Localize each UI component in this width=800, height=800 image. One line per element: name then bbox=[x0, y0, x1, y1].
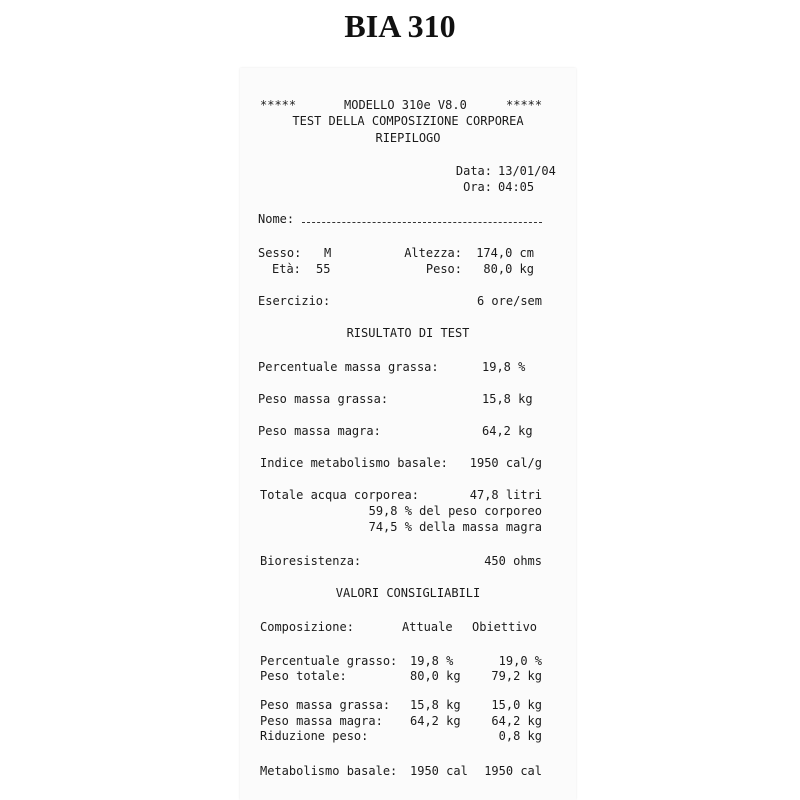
row-target: 0,8 kg bbox=[498, 729, 542, 743]
time-value: 04:05 bbox=[498, 180, 535, 194]
lean-mass-label: Peso massa magra: bbox=[258, 424, 381, 438]
height-value: 174,0 cm bbox=[476, 246, 534, 260]
actual-column-header: Attuale bbox=[402, 620, 453, 634]
date-value: 13/01/04 bbox=[498, 164, 556, 178]
fat-mass-label: Peso massa grassa: bbox=[258, 392, 389, 406]
header-test-title: TEST DELLA COMPOSIZIONE CORPOREA bbox=[292, 114, 524, 128]
water-value: 47,8 litri bbox=[469, 488, 542, 502]
water-percent-lean: 74,5 % della massa magra bbox=[368, 520, 542, 534]
sex-label: Sesso: bbox=[258, 246, 302, 260]
water-percent-body: 59,8 % del peso corporeo bbox=[368, 504, 542, 518]
row-label: Percentuale grasso: bbox=[260, 654, 398, 668]
printout-receipt bbox=[240, 68, 576, 800]
age-label: Età: bbox=[272, 262, 301, 276]
time-label: Ora: bbox=[463, 180, 492, 194]
height-label: Altezza: bbox=[404, 246, 462, 260]
name-blank-line bbox=[302, 222, 542, 223]
exercise-value: 6 ore/sem bbox=[476, 294, 542, 308]
fat-mass-value: 15,8 kg bbox=[482, 392, 533, 406]
header-summary: RIEPILOGO bbox=[375, 131, 441, 145]
row-actual: 64,2 kg bbox=[410, 714, 461, 728]
row-label: Peso massa grassa: bbox=[260, 698, 391, 712]
bmr-value: 1950 cal/g bbox=[469, 456, 542, 470]
lean-mass-value: 64,2 kg bbox=[482, 424, 533, 438]
page-title: BIA 310 bbox=[344, 8, 456, 44]
row-label: Riduzione peso: bbox=[260, 729, 369, 743]
row-target: 79,2 kg bbox=[491, 669, 542, 683]
row-target: 1950 cal bbox=[484, 764, 542, 778]
date-label: Data: bbox=[455, 164, 492, 178]
results-title: RISULTATO DI TEST bbox=[346, 326, 470, 340]
composition-header: Composizione: bbox=[260, 620, 354, 634]
weight-value: 80,0 kg bbox=[483, 262, 534, 276]
bioresistance-label: Bioresistenza: bbox=[260, 554, 362, 568]
fat-percent-label: Percentuale massa grassa: bbox=[258, 360, 439, 374]
row-actual: 1950 cal bbox=[410, 764, 468, 778]
row-target: 19,0 % bbox=[498, 654, 542, 668]
fat-percent-value: 19,8 % bbox=[482, 360, 526, 374]
bioresistance-value: 450 ohms bbox=[484, 554, 542, 568]
recommended-title: VALORI CONSIGLIABILI bbox=[335, 586, 481, 600]
water-label: Totale acqua corporea: bbox=[260, 488, 419, 502]
row-label: Peso totale: bbox=[260, 669, 347, 683]
row-target: 64,2 kg bbox=[491, 714, 542, 728]
row-label: Metabolismo basale: bbox=[260, 764, 398, 778]
row-actual: 80,0 kg bbox=[410, 669, 461, 683]
weight-label: Peso: bbox=[425, 262, 462, 276]
header-model: MODELLO 310e V8.0 bbox=[344, 98, 467, 112]
target-column-header: Obiettivo bbox=[472, 620, 538, 634]
name-label: Nome: bbox=[258, 212, 295, 226]
header-stars-left: ***** bbox=[260, 98, 297, 112]
sex-value: M bbox=[324, 246, 332, 260]
age-value: 55 bbox=[316, 262, 331, 276]
row-actual: 15,8 kg bbox=[410, 698, 461, 712]
header-stars-right: ***** bbox=[506, 98, 543, 112]
row-label: Peso massa magra: bbox=[260, 714, 383, 728]
exercise-label: Esercizio: bbox=[258, 294, 331, 308]
bmr-label: Indice metabolismo basale: bbox=[260, 456, 448, 470]
row-actual: 19,8 % bbox=[410, 654, 454, 668]
row-target: 15,0 kg bbox=[491, 698, 542, 712]
